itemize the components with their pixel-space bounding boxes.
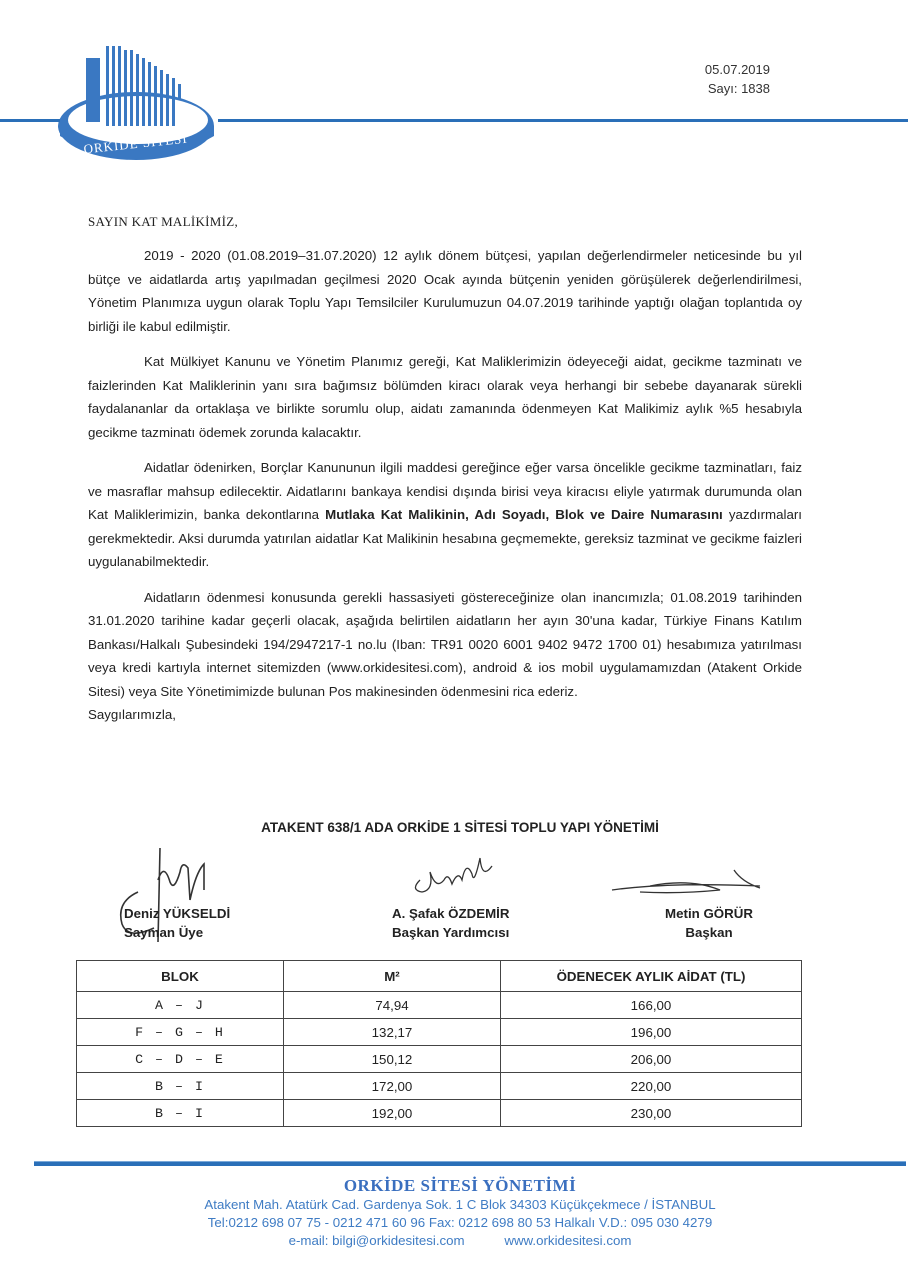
- footer-title: ORKİDE SİTESİ YÖNETİMİ: [343, 1176, 577, 1195]
- letter-number: Sayı: 1838: [707, 81, 770, 96]
- footer-contact: [0, 1232, 920, 1250]
- footer: [0, 1176, 920, 1250]
- paragraph-payment-rules: [88, 456, 802, 574]
- paragraph-payment-rules-a: Aidatlar ödenirken, Borçlar Kanununun ilgili maddesi gereğince eğer varsa öncelikle gecikme tazminatları, faiz ve masraflar mahsup edilecektir. Aidatlarını bankaya kendisi dışında birisi veya kiracısı eliyle yatırmak durumunda olan Kat Maliklerimizin, banka dekontlarına: [88, 460, 802, 522]
- fee-table: [76, 960, 802, 1127]
- signature-scribble-metin: [610, 868, 770, 908]
- cell-block: A – J: [77, 992, 284, 1019]
- cell-block: B – I: [77, 1100, 284, 1127]
- signature-scribble-safak: [400, 850, 500, 900]
- cell-area: 150,12: [284, 1046, 501, 1073]
- cell-area: 192,00: [284, 1100, 501, 1127]
- salutation: SAYIN KAT MALİKİMİZ,: [88, 214, 239, 229]
- paragraph-payment-rules-emphasis: Mutlaka Kat Malikinin, Adı Soyadı, Blok ve Daire Numarasını: [325, 507, 723, 522]
- cell-area: 132,17: [284, 1019, 501, 1046]
- signatory-3-role: Başkan: [685, 925, 733, 940]
- cell-area: 74,94: [284, 992, 501, 1019]
- closing: Saygılarımızla,: [88, 707, 176, 722]
- footer-email[interactable]: e-mail: bilgi@orkidesitesi.com: [288, 1233, 465, 1248]
- cell-area: 172,00: [284, 1073, 501, 1100]
- footer-address: Atakent Mah. Atatürk Cad. Gardenya Sok. 1 C Blok 34303 Küçükçekmece / İSTANBUL: [204, 1197, 716, 1212]
- footer-phones: Tel:0212 698 07 75 - 0212 471 60 96 Fax: 0212 698 80 53 Halkalı V.D.: 095 030 4279: [207, 1215, 713, 1230]
- paragraph-payment-info: Aidatların ödenmesi konusunda gerekli hassasiyeti göstereceğinize olan inancımızla; 01.08.2019 tarihinden 31.01.2020 tarihine kadar geçerli olacak, aşağıda belirtilen aidatların her ayın 30'una kadar, Türkiye Finans Katılım Bankası/Halkalı Şubesindeki 194/2947217-1 no.lu (Iban: TR91 0020 6001 9402 9472 1700 01) hesabımıza yatırılması veya kredi kartıyla internet sitemizden (www.orkidesitesi.com), android & ios mobil uygulamamızdan (Atakent Orkide Sitesi) veya Site Yönetimimizde bulunan Pos makinesinden ödenmesini rica ederiz.: [88, 589, 802, 699]
- paragraph-budget: 2019 - 2020 (01.08.2019–31.07.2020) 12 aylık dönem bütçesi, yapılan değerlendirmeler neticesinde bu yıl bütçe ve aidatlarda artış yapılmadan geçilmesi 2020 Ocak ayında bütçenin yeniden görüşülerek değerlendirilmesi, Yönetim Planımıza uygun olarak Toplu Yapı Temsilciler Kurulumuzun 04.07.2019 tarihinde yaptığı olağan toplantıda oy birliği ile kabul edilmiştir.: [88, 248, 802, 334]
- fee-table-header: [77, 961, 802, 992]
- table-row: [77, 1073, 802, 1100]
- signatory-3: [658, 904, 760, 942]
- footer-rule: [34, 1161, 906, 1166]
- orkide-logo: [50, 40, 220, 165]
- column-header-block: BLOK: [77, 961, 284, 992]
- cell-fee: 220,00: [501, 1073, 802, 1100]
- signatory-2-role: Başkan Yardımcısı: [392, 925, 510, 940]
- column-header-area: M²: [284, 961, 501, 992]
- letter-body: [88, 244, 802, 739]
- organization-name: ATAKENT 638/1 ADA ORKİDE 1 SİTESİ TOPLU YAPI YÖNETİMİ: [261, 820, 659, 835]
- signatory-2-name: A. Şafak ÖZDEMİR: [392, 906, 510, 921]
- cell-fee: 166,00: [501, 992, 802, 1019]
- signatory-1-name: Deniz YÜKSELDİ: [124, 906, 231, 921]
- footer-website[interactable]: www.orkidesitesi.com: [504, 1233, 632, 1248]
- letter-meta: [705, 60, 770, 98]
- column-header-fee: ÖDENECEK AYLIK AİDAT (TL): [501, 961, 802, 992]
- cell-fee: 230,00: [501, 1100, 802, 1127]
- table-row: [77, 992, 802, 1019]
- cell-block: F – G – H: [77, 1019, 284, 1046]
- cell-block: C – D – E: [77, 1046, 284, 1073]
- letter-date: 05.07.2019: [704, 62, 770, 77]
- header-rule-left: [0, 119, 60, 122]
- cell-fee: 196,00: [501, 1019, 802, 1046]
- table-row: [77, 1046, 802, 1073]
- cell-fee: 206,00: [501, 1046, 802, 1073]
- signatory-1: [124, 904, 230, 942]
- paragraph-liability: Kat Mülkiyet Kanunu ve Yönetim Planımız gereği, Kat Maliklerimizin ödeyeceği aidat, gecikme tazminatı ve faizlerinden Kat Maliklerinin yanı sıra bağımsız bölümden kiracı olarak veya herhangi bir sebebe dayanarak sürekli faydalananlar da ortaklaşa ve birlikte sorumlu olup, aidatı zamanında ödenmeyen Kat Malikimiz aylık %5 hesabıyla gecikme tazminatı ödemek zorunda kalacaktır.: [88, 354, 802, 440]
- logo-text: ORKİDE SİTESİ: [82, 130, 189, 157]
- signatory-3-name: Metin GÖRÜR: [665, 906, 753, 921]
- header-rule-right: [218, 119, 908, 122]
- table-row: [77, 1019, 802, 1046]
- signatory-2: [392, 904, 509, 942]
- cell-block: B – I: [77, 1073, 284, 1100]
- paragraph-payment-rules-b: yazdırmaları gerekmektedir. Aksi durumda yatırılan aidatlar Kat Malikinin hesabına geçmemekte, gereksiz tazminat ve gecikme faizleri uygulanabilmektedir.: [88, 507, 802, 569]
- table-row: [77, 1100, 802, 1127]
- signatory-1-role: Sayman Üye: [124, 925, 204, 940]
